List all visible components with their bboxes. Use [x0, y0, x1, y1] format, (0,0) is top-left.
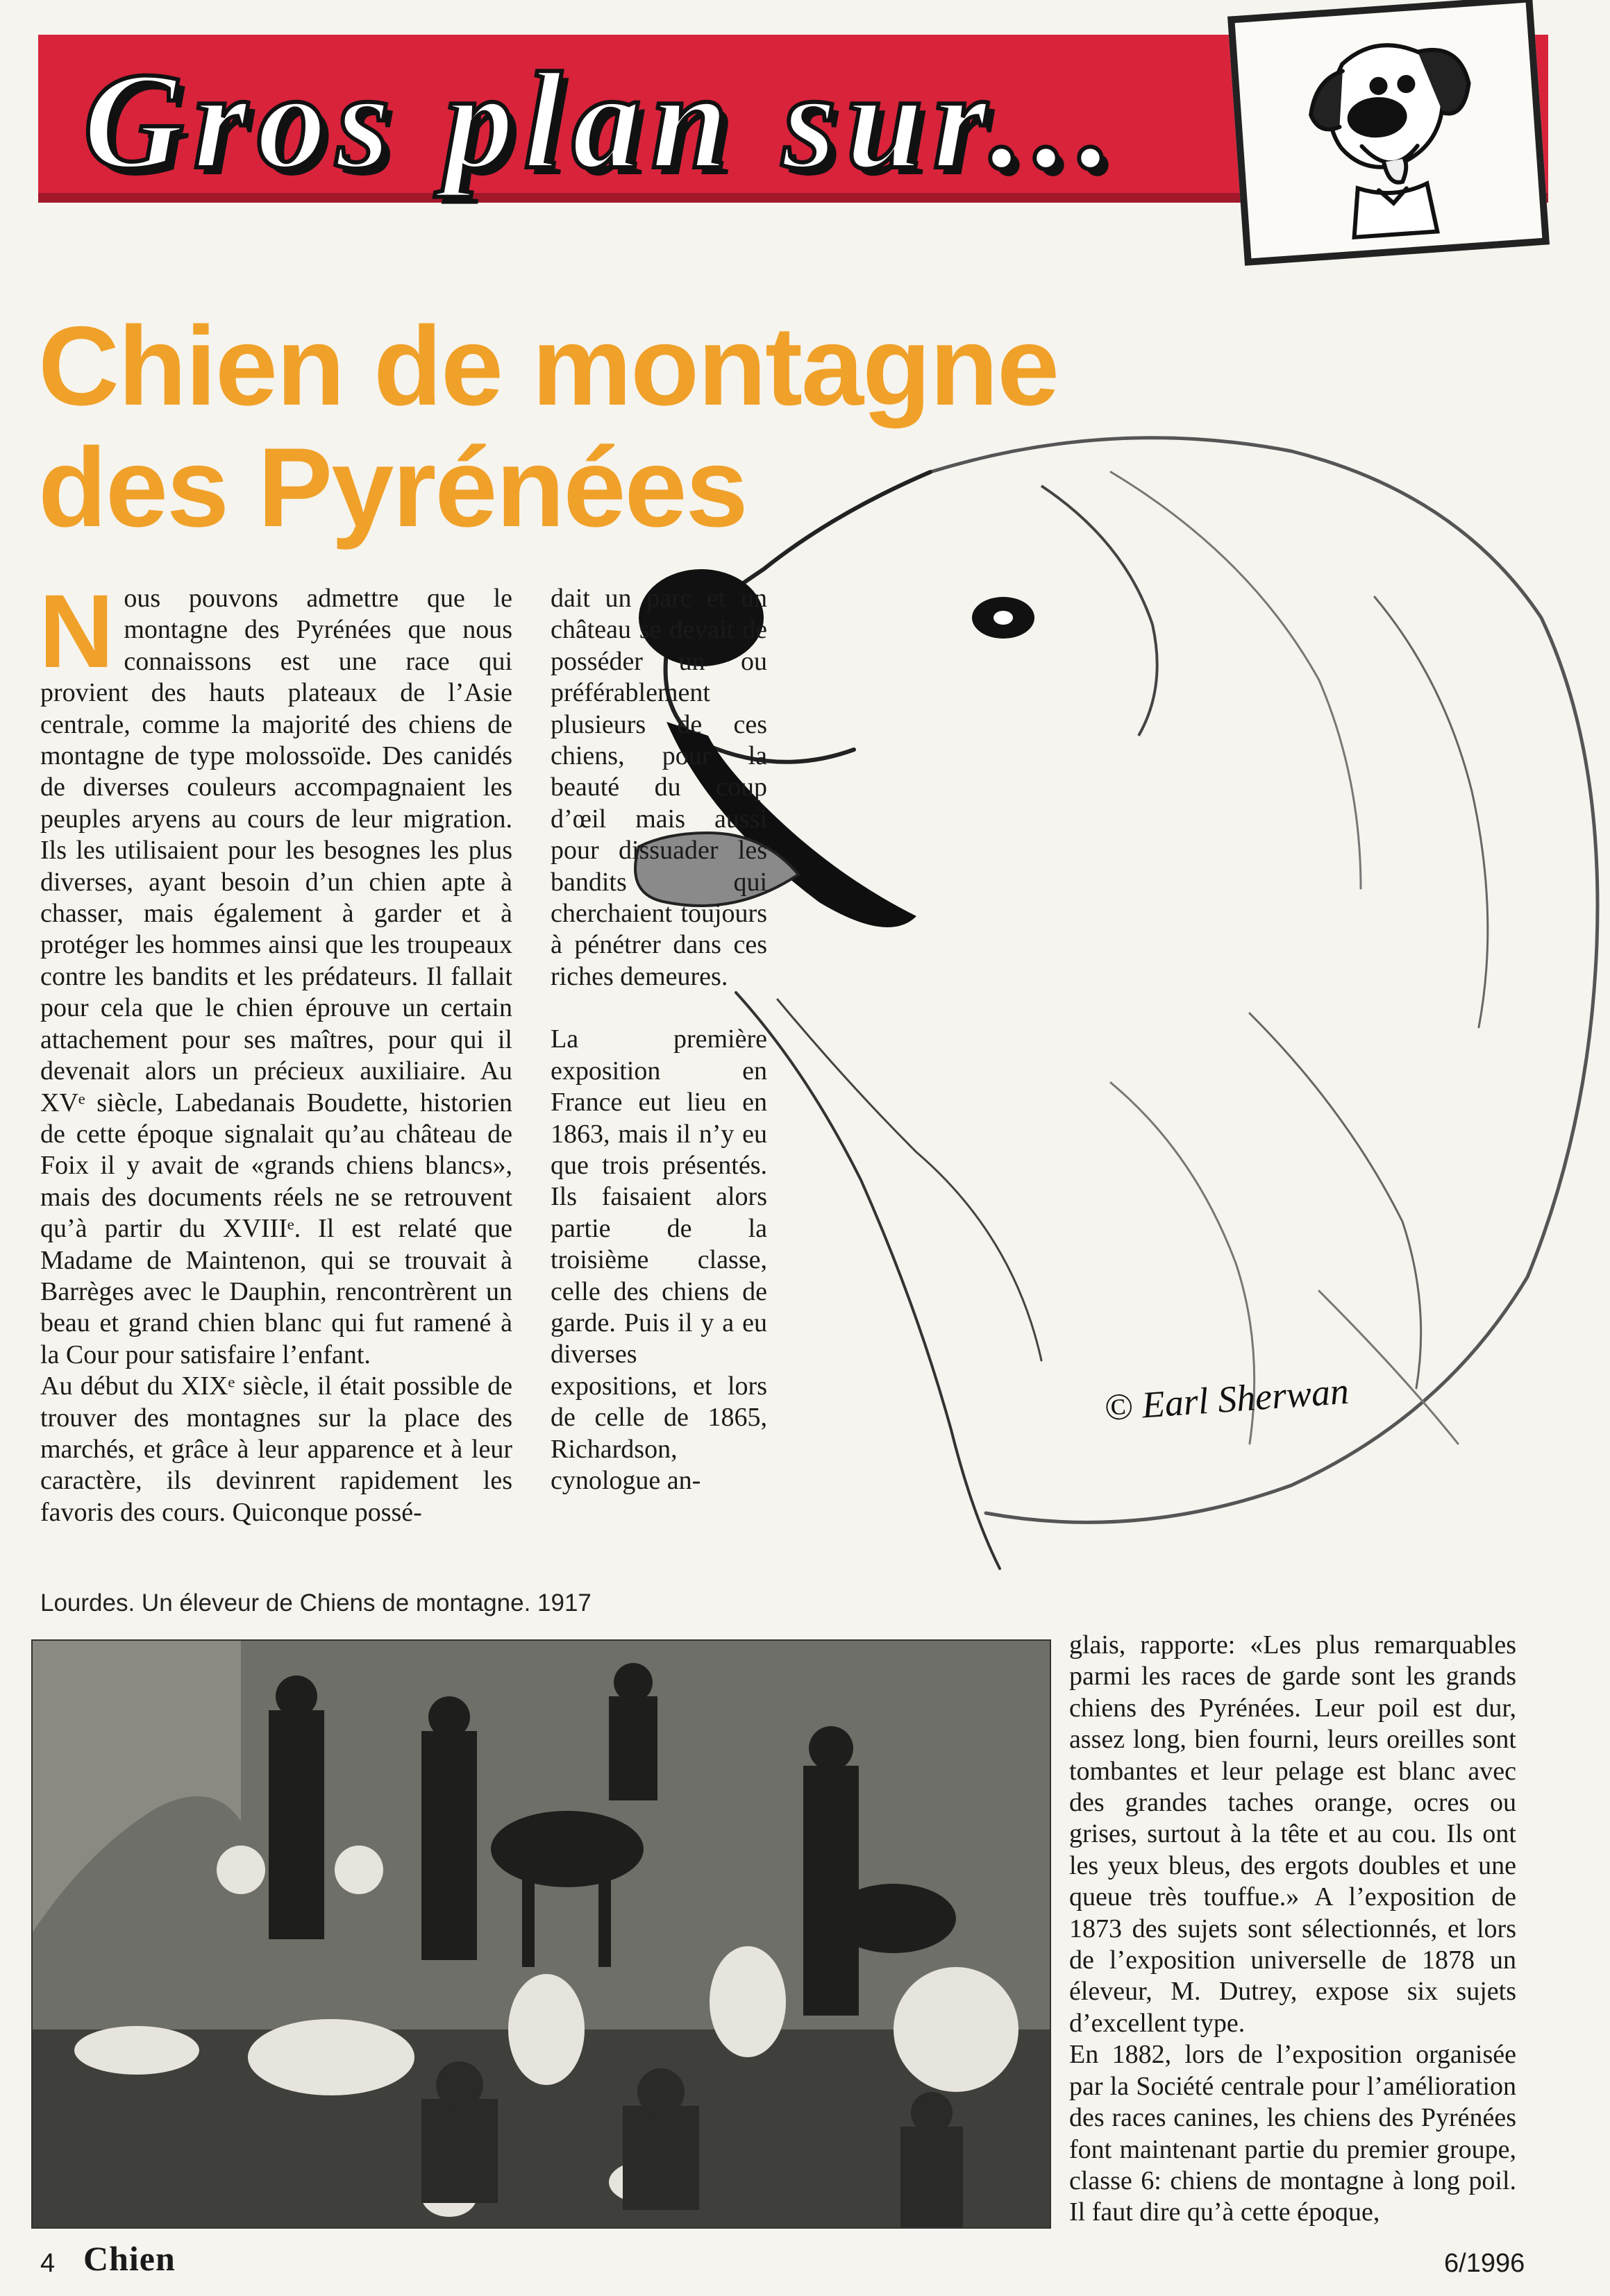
headline-line-2: des Pyrénées: [38, 425, 747, 550]
col2-paragraph-1: dait un parc et un château se devait de posséder un ou préférablement plusieurs de ces chiens, pour la beauté du coup d’œil mais aussi pour dissuader les bandits qui cherchaient toujours à pénétrer dans ces riches demeures.: [551, 584, 767, 991]
drop-cap: N: [39, 573, 115, 689]
breeder-family-photo: [33, 1641, 1050, 2227]
col3-paragraph-2: En 1882, lors de l’exposition organisée par la Société centrale pour l’amélioration des races canines, les chiens des Pyrénées font maintenant partie du premier groupe, classe 6: chiens de montagne à long poil. Il faut dire qu’à cette époque,: [1069, 2040, 1516, 2227]
cartoon-dog-frame: [1227, 0, 1550, 266]
magazine-logo: Chien: [83, 2239, 176, 2278]
photo-caption: Lourdes. Un éleveur de Chiens de montagne. 1917: [40, 1589, 592, 1617]
col2-paragraph-2: La première exposition en France eut lieu en 1863, mais il n’y eu que trois présentés. Ils faisaient alors partie de la troisième classe, celle des chiens de garde. Puis il y a eu diverses expositions, et lors de celle de 1865, Richardson, cynologue an-: [551, 1024, 767, 1495]
issue-date: 6/1996: [1444, 2249, 1525, 2278]
artist-signature: © Earl Sherwan: [1102, 1369, 1350, 1429]
text-column-2: [551, 583, 767, 1496]
page-number: 4: [40, 2249, 56, 2278]
paragraph-gap: [551, 993, 767, 1024]
text-column-3: [1069, 1630, 1516, 2229]
col1-paragraph-1: ous pouvons admettre que le montagne des Pyrénées que nous connaissons est une race qui provient des hauts plateaux de l’Asie centrale, comme la majorité des chiens de montagne de type molossoïde. Des canidés de diverses couleurs accompagnaient les peuples aryens au cours de leur migration. Ils les utilisaient pour les besognes les plus diverses, ayant besoin d’un chien apte à chasser, mais également à garder et à protéger les hommes ainsi que les troupeaux contre les bandits et les prédateurs. Il fallait pour cela que le chien éprouve un certain attachement pour ses maîtres, pour qui il devenait alors un précieux auxiliaire. Au XVᵉ siècle, Labedanais Boudette, historien de cette époque signalait qu’au château de Foix il y avait de «grands chiens blancs», mais des documents réels ne se retrouvent qu’à partir du XVIIIᵉ. Il est relaté que Madame de Maintenon, qui se trouvait à Barrèges avec le Dauphin, rencontrèrent un beau et grand chien blanc qui fut ramené à la Cour pour satisfaire l’enfant.: [40, 584, 512, 1369]
headline-line-1: Chien de montagne: [38, 303, 1059, 429]
section-title: Gros plan sur...: [83, 44, 1123, 198]
col3-paragraph-1: glais, rapporte: «Les plus remarquables parmi les races de garde sont les grands chiens des Pyrénées. Leur poil est dur, assez long, bien fourni, leurs oreilles sont tombantes et leur pelage est blanc avec des grandes taches orange, ocres ou grises, surtout à la tête et au cou. Ils ont les yeux bleus, des ergots doubles et une queue très touffue.» A l’exposition de 1873 des sujets sont sélectionnés, et lors de l’exposition universelle de 1878 un éleveur, M. Dutrey, expose six sujets d’excellent type.: [1069, 1630, 1516, 2038]
cartoon-dog-icon: [1235, 3, 1543, 258]
historic-photo: [31, 1639, 1051, 2229]
text-column-1: [39, 573, 512, 1528]
col1-paragraph-2: Au début du XIXᵉ siècle, il était possible de trouver des montagnes sur la place des marchés, et grâce à leur apparence et à leur caractère, ils devinrent rapidement les favoris des cours. Quiconque possé-: [40, 1371, 512, 1527]
